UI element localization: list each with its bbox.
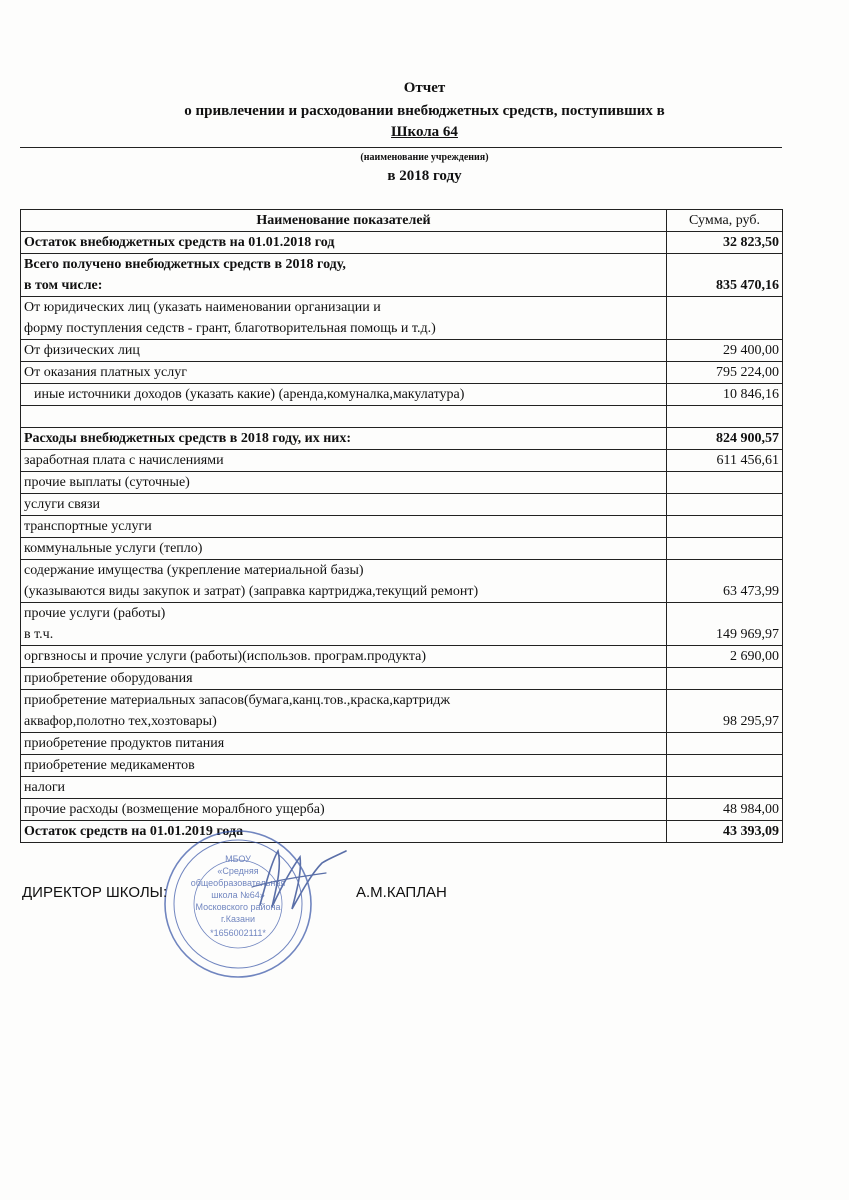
table-row [21, 494, 783, 516]
row-label: приобретение оборудования [21, 668, 667, 690]
row-amount [667, 777, 783, 799]
row-label: налоги [21, 777, 667, 799]
table-row [21, 755, 783, 777]
row-label: оргвзносы и прочие услуги (работы)(использов. програм.продукта) [21, 646, 667, 668]
row-label: иные источники доходов (указать какие) (аренда,комуналка,макулатура) [21, 384, 667, 406]
institution-name: Школа 64 [391, 124, 458, 140]
row-amount [667, 668, 783, 690]
table-row [21, 560, 783, 603]
row-label: содержание имущества (укрепление материальной базы) (указываются виды закупок и затрат) (заправка картриджа,текущий ремонт) [21, 560, 667, 603]
row-amount [667, 472, 783, 494]
report-title: Отчет [403, 80, 446, 96]
table-row [21, 668, 783, 690]
row-amount: 63 473,99 [667, 560, 783, 603]
row-amount: 2 690,00 [667, 646, 783, 668]
row-amount: 149 969,97 [667, 603, 783, 646]
row-label: Остаток средств на 01.01.2019 года [21, 821, 667, 843]
table-header-row [21, 210, 783, 232]
row-label: коммунальные услуги (тепло) [21, 538, 667, 560]
budget-table [20, 209, 783, 843]
table-row [21, 799, 783, 821]
row-amount: 48 984,00 [667, 799, 783, 821]
row-amount [667, 733, 783, 755]
table-row [21, 450, 783, 472]
table-row [21, 733, 783, 755]
table-row [21, 516, 783, 538]
institution-caption: (наименование учреждения) [360, 152, 489, 163]
row-amount [667, 297, 783, 340]
table-spacer-row [21, 406, 783, 428]
handwritten-signature-icon [242, 843, 352, 918]
row-label: От физических лиц [21, 340, 667, 362]
col-sum-header: Сумма, руб. [667, 210, 783, 232]
row-amount: 835 470,16 [667, 254, 783, 297]
row-amount: 795 224,00 [667, 362, 783, 384]
row-label: заработная плата с начислениями [21, 450, 667, 472]
table-row [21, 384, 783, 406]
row-amount [667, 538, 783, 560]
report-period: в 2018 году [387, 168, 462, 184]
row-label: транспортные услуги [21, 516, 667, 538]
official-stamp: МБОУ «Средняя общеобразовательная школа №64» Московского района г.Казани *1656002111* [162, 828, 314, 980]
director-name: А.М.КАПЛАН [356, 884, 447, 901]
row-label: прочие расходы (возмещение моралбного ущерба) [21, 799, 667, 821]
table-row [21, 690, 783, 733]
row-label: приобретение медикаментов [21, 755, 667, 777]
row-label: Всего получено внебюджетных средств в 2018 году, в том числе: [21, 254, 667, 297]
row-amount [667, 516, 783, 538]
row-label: прочие выплаты (суточные) [21, 472, 667, 494]
table-row [21, 254, 783, 297]
director-label: ДИРЕКТОР ШКОЛЫ: [22, 884, 168, 901]
table-row [21, 777, 783, 799]
table-row [21, 232, 783, 254]
row-amount: 98 295,97 [667, 690, 783, 733]
row-label: Расходы внебюджетных средств в 2018 году, их них: [21, 428, 667, 450]
table-row [21, 297, 783, 340]
table-row [21, 472, 783, 494]
table-row [21, 603, 783, 646]
row-amount: 43 393,09 [667, 821, 783, 843]
row-amount: 10 846,16 [667, 384, 783, 406]
header-divider [20, 147, 782, 148]
row-label: От юридических лиц (указать наименовании организации и форму поступления седств - грант, благотворительная помощь и т.д.) [21, 297, 667, 340]
table-row [21, 821, 783, 843]
row-amount: 824 900,57 [667, 428, 783, 450]
table-row [21, 538, 783, 560]
row-label: приобретение продуктов питания [21, 733, 667, 755]
row-amount [667, 755, 783, 777]
table-row [21, 428, 783, 450]
row-amount: 29 400,00 [667, 340, 783, 362]
row-label: От оказания платных услуг [21, 362, 667, 384]
row-label: приобретение материальных запасов(бумага,канц.тов.,краска,картридж аквафор,полотно тех,хозтовары) [21, 690, 667, 733]
table-row [21, 646, 783, 668]
report-subtitle: о привлечении и расходовании внебюджетных средств, поступивших в [184, 103, 665, 119]
col-name-header: Наименование показателей [21, 210, 667, 232]
table-row [21, 340, 783, 362]
table-row [21, 362, 783, 384]
row-amount: 32 823,50 [667, 232, 783, 254]
row-label: прочие услуги (работы) в т.ч. [21, 603, 667, 646]
row-amount [667, 494, 783, 516]
row-label: Остаток внебюджетных средств на 01.01.2018 год [21, 232, 667, 254]
row-amount: 611 456,61 [667, 450, 783, 472]
row-label: услуги связи [21, 494, 667, 516]
